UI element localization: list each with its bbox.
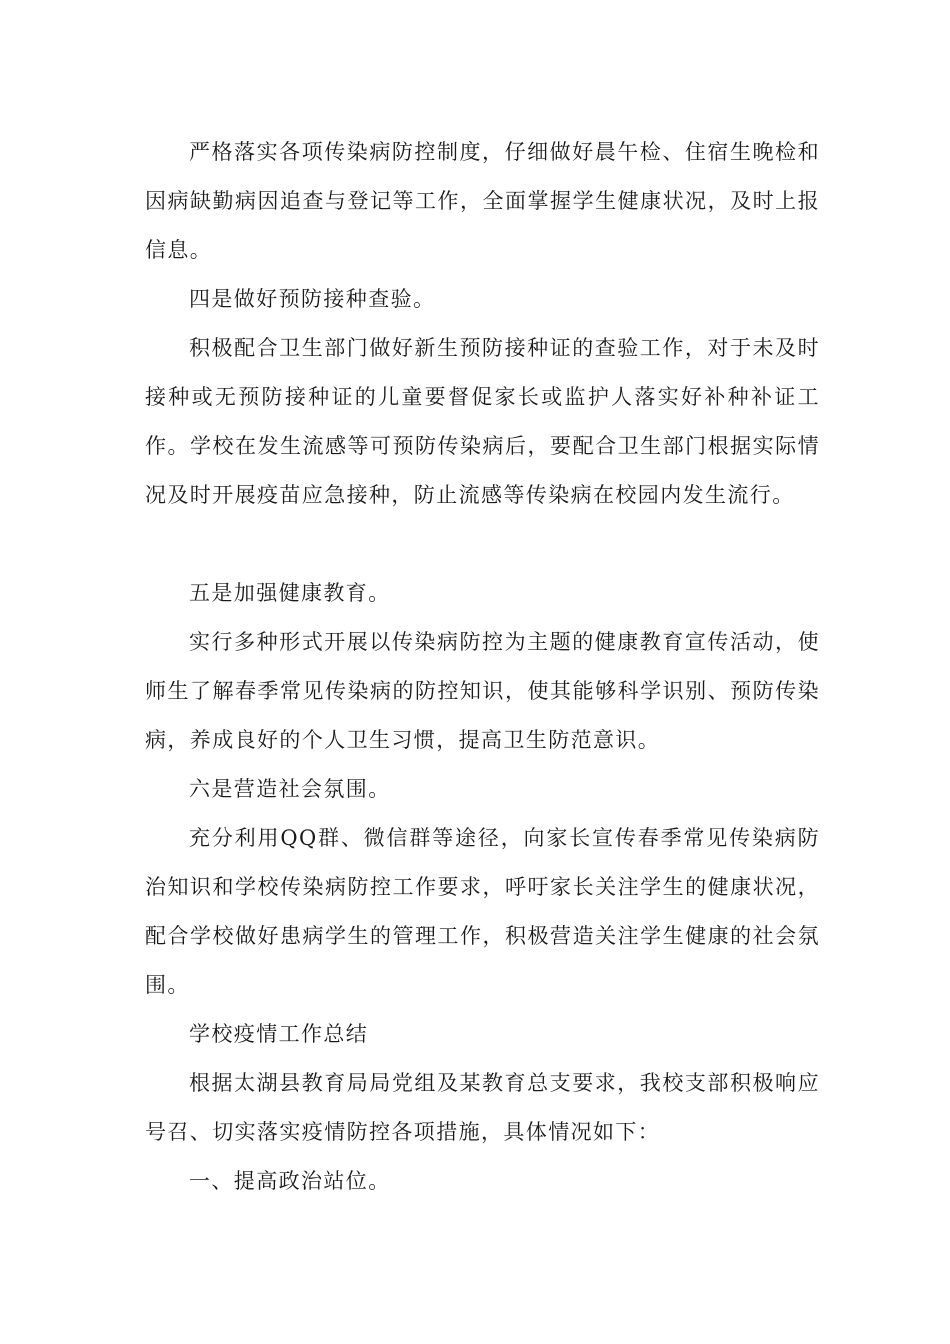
paragraph-summary-intro: 根据太湖县教育局局党组及某教育总支要求，我校支部积极响应号召、切实落实疫情防控各项措施，具体情况如下： (145, 1071, 820, 1144)
heading-social-atmosphere: 六是营造社会氛围。 (189, 777, 391, 801)
heading-political-stance: 一、提高政治站位。 (189, 1169, 391, 1193)
heading-vaccination-check: 四是做好预防接种查验。 (189, 287, 436, 311)
section-title-summary: 学校疫情工作总结 (189, 1022, 369, 1046)
paragraph-health-education: 实行多种形式开展以传染病防控为主题的健康教育宣传活动，使师生了解春季常见传染病的防控知识，使其能够科学识别、预防传染病，养成良好的个人卫生习惯，提高卫生防范意识。 (145, 630, 820, 752)
paragraph-vaccination: 积极配合卫生部门做好新生预防接种证的查验工作，对于未及时接种或无预防接种证的儿童要督促家长或监护人落实好补种补证工作。学校在发生流感等可预防传染病后，要配合卫生部门根据实际情况及时开展疫苗应急接种，防止流感等传染病在校园内发生流行。 (145, 336, 820, 507)
paragraph-social-atmosphere: 充分利用QQ群、微信群等途径，向家长宣传春季常见传染病防治知识和学校传染病防控工作要求，呼吁家长关注学生的健康状况，配合学校做好患病学生的管理工作，积极营造关注学生健康的社会氛围。 (145, 826, 820, 997)
heading-health-education: 五是加强健康教育。 (189, 581, 391, 605)
paragraph-infection-control: 严格落实各项传染病防控制度，仔细做好晨午检、住宿生晚检和因病缺勤病因追查与登记等工作，全面掌握学生健康状况，及时上报信息。 (145, 140, 820, 262)
